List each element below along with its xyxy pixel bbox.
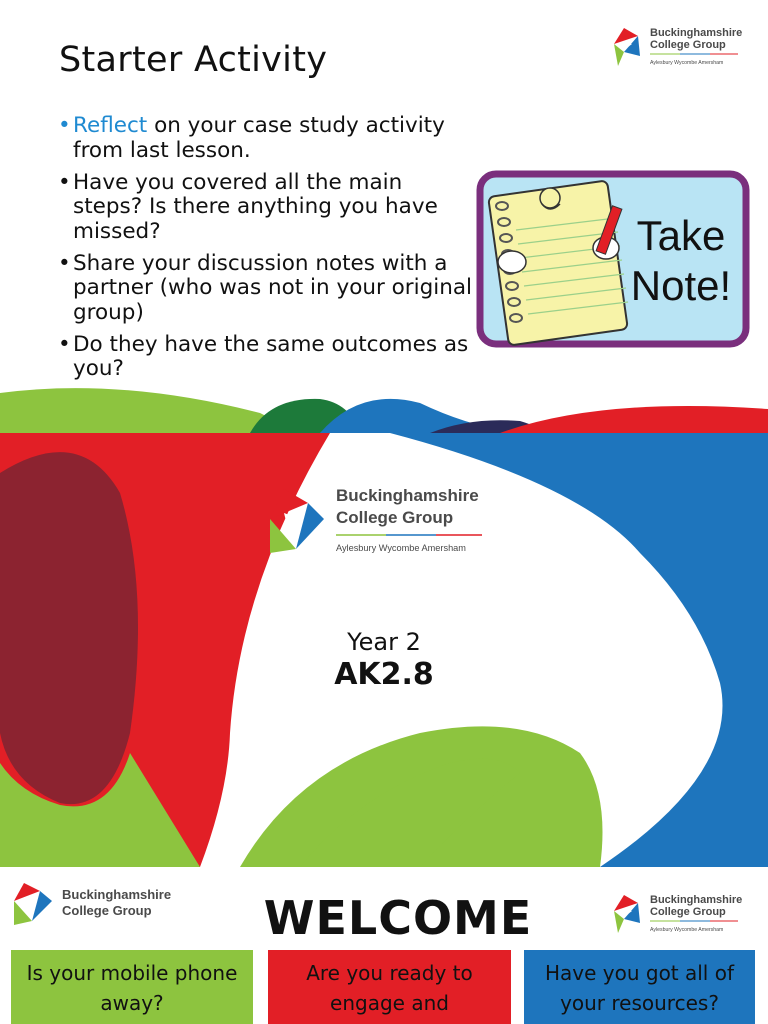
logo-towns: Aylesbury Wycombe Amersham — [650, 927, 724, 933]
bullet-item — [58, 333, 478, 382]
welcome-heading: WELCOME — [263, 891, 533, 945]
logo-towns: Aylesbury Wycombe Amersham — [336, 543, 466, 553]
bullet-dot: • — [58, 250, 71, 276]
logo-name-line2: College Group — [336, 508, 454, 527]
college-logo-mark — [614, 895, 640, 933]
phone-away-box: Is your mobile phone away? — [11, 950, 253, 1024]
bullet-dot: • — [58, 113, 71, 138]
college-logo — [610, 889, 750, 937]
college-logo-large — [266, 483, 488, 559]
logo-name-line1: Buckinghamshire — [650, 27, 743, 39]
bullet-accent: Reflect — [73, 113, 148, 138]
take-note-line2: Note! — [630, 262, 732, 309]
slide-welcome — [0, 867, 768, 1024]
decorative-waves — [0, 383, 768, 433]
slide-starter-activity — [0, 0, 768, 433]
bullet-dot: • — [58, 169, 71, 195]
logo-name-line1: Buckinghamshire — [62, 887, 172, 902]
take-note-line1: Take — [636, 212, 726, 259]
bullet-item — [58, 114, 478, 163]
bullet-item — [58, 252, 478, 326]
logo-towns: Aylesbury Wycombe Amersham — [650, 60, 724, 66]
slide-title-card — [0, 433, 768, 867]
logo-name-line2: College Group — [650, 39, 726, 51]
college-logo — [610, 22, 750, 70]
logo-name-line1: Buckinghamshire — [650, 894, 743, 906]
bullet-item — [58, 171, 478, 245]
starter-bullet-list — [58, 114, 478, 389]
college-logo-mark — [270, 489, 324, 553]
take-note-clipart — [476, 170, 750, 354]
resources-box: Have you got all of your resources? — [524, 950, 755, 1024]
logo-name-line2: College Group — [62, 903, 152, 918]
unit-code: AK2.8 — [334, 657, 434, 692]
logo-name-line1: Buckinghamshire — [336, 486, 479, 505]
year-label: Year 2 — [347, 628, 421, 656]
bullet-text: Do they have the same outcomes as you? — [73, 331, 469, 381]
college-logo-mark — [614, 28, 640, 66]
slide-title: Starter Activity — [59, 40, 328, 80]
ready-to-engage-box: Are you ready to engage and — [268, 950, 511, 1024]
notepad-illustration — [488, 180, 628, 345]
logo-name-line2: College Group — [650, 906, 726, 918]
bullet-dot: • — [58, 331, 71, 357]
bullet-text: Have you covered all the main steps? Is there anything you have missed? — [73, 169, 438, 244]
bullet-text: Share your discussion notes with a partner (who was not in your original group) — [73, 250, 473, 325]
bullet-text: on your case study activity from last lesson. — [73, 113, 445, 163]
